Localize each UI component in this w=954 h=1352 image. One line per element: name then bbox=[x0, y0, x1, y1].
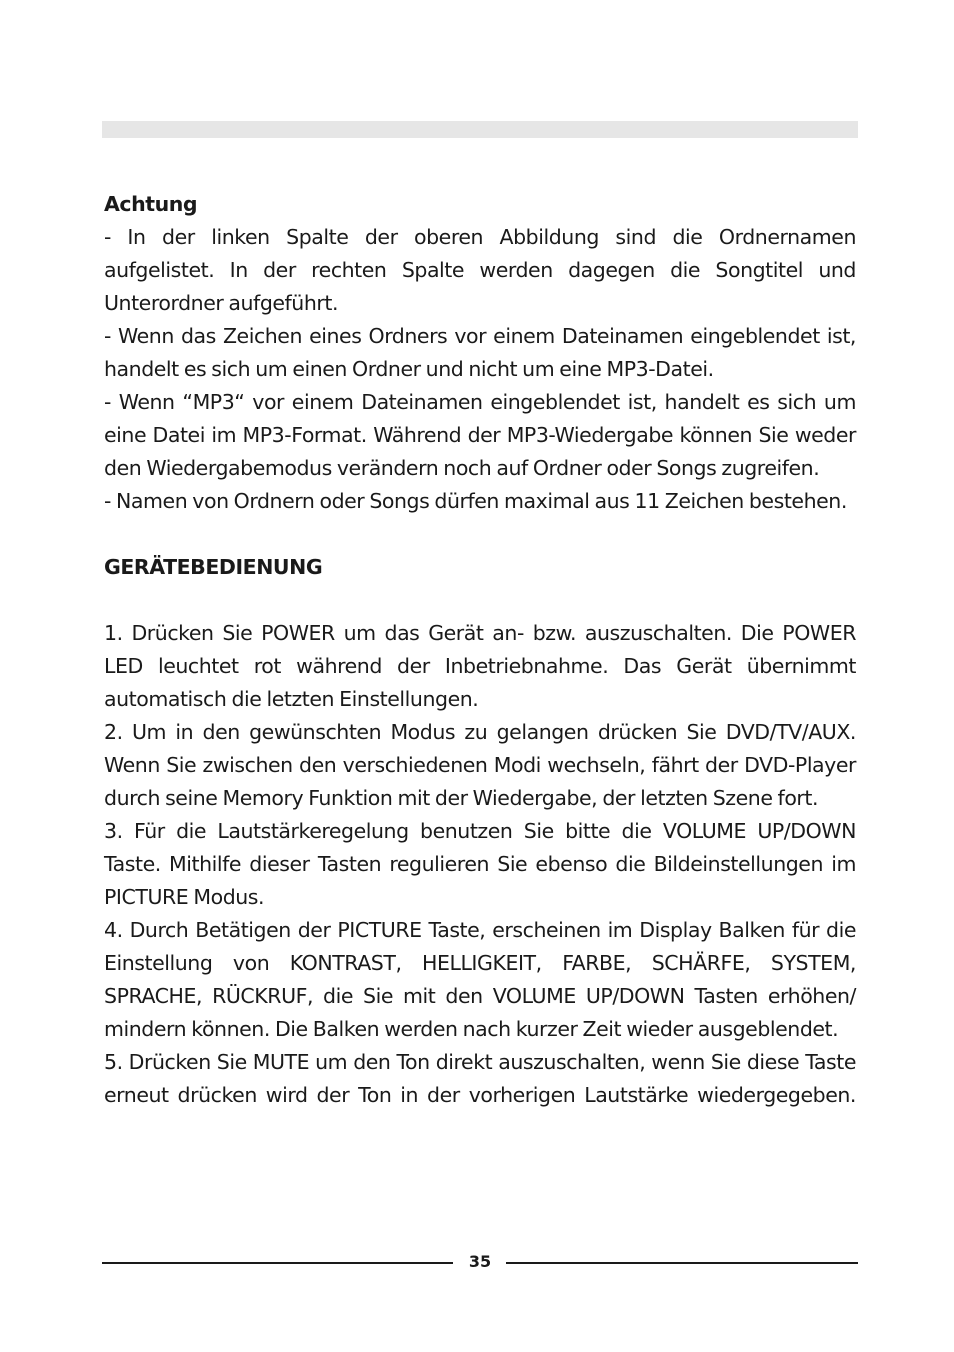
paragraph: - In der linken Spalte der oberen Abbildung sind die Ordnernamen aufgelistet. In der rechten Spalte werden dagegen die Songtitel und Unterordner aufgeführt. bbox=[104, 225, 856, 315]
instruction-item: 1. Drücken Sie POWER um das Gerät an- bzw. auszuschalten. Die POWER LED leuchtet rot während der Inbetriebnahme. Das Gerät übernimmt automatisch die letzten Einstellungen. bbox=[104, 621, 856, 711]
page-content bbox=[104, 188, 856, 1112]
instruction-item: 5. Drücken Sie MUTE um den Ton direkt auszuschalten, wenn Sie diese Taste erneut drücken wird der Ton in der vorherigen Lautstärke wiedergegeben. bbox=[104, 1050, 856, 1107]
instruction-item: 2. Um in den gewünschten Modus zu gelangen drücken Sie DVD/TV/AUX. Wenn Sie zwischen den verschiedenen Modi wechseln, fährt der DVD-Player durch seine Memory Funktion mit der Wiedergabe, der letzten Szene fort. bbox=[104, 720, 856, 810]
section-heading-achtung: Achtung bbox=[104, 192, 198, 216]
paragraph: - Wenn “MP3“ vor einem Dateinamen eingeblendet ist, handelt es sich um eine Datei im MP3-Format. Während der MP3-Wiedergabe können Sie weder den Wiedergabemodus verändern noch auf Ordner oder Songs zugreifen. bbox=[104, 390, 856, 480]
footer-rule-right bbox=[506, 1262, 858, 1264]
paragraph: - Namen von Ordnern oder Songs dürfen maximal aus 11 Zeichen bestehen. bbox=[104, 489, 847, 513]
section-heading-geraetebedienung: GERÄTEBEDIENUNG bbox=[104, 555, 323, 579]
page-number: 35 bbox=[468, 1252, 492, 1271]
instruction-item: 4. Durch Betätigen der PICTURE Taste, erscheinen im Display Balken für die Einstellung von KONTRAST, HELLIGKEIT, FARBE, SCHÄRFE, SYSTEM, SPRACHE, RÜCKRUF, die Sie mit den VOLUME UP/DOWN Tasten erhöhen/ mindern können. Die Balken werden nach kurzer Zeit wieder ausgeblendet. bbox=[104, 918, 856, 1041]
instruction-item: 3. Für die Lautstärkeregelung benutzen Sie bitte die VOLUME UP/DOWN Taste. Mithilfe dieser Tasten regulieren Sie ebenso die Bildeinstellungen im PICTURE Modus. bbox=[104, 819, 856, 909]
header-bar bbox=[102, 121, 858, 138]
paragraph: - Wenn das Zeichen eines Ordners vor einem Dateinamen eingeblendet ist, handelt es sich um einen Ordner und nicht um eine MP3-Datei. bbox=[104, 324, 856, 381]
instructions-list bbox=[104, 617, 856, 1112]
footer-rule-left bbox=[102, 1262, 453, 1264]
